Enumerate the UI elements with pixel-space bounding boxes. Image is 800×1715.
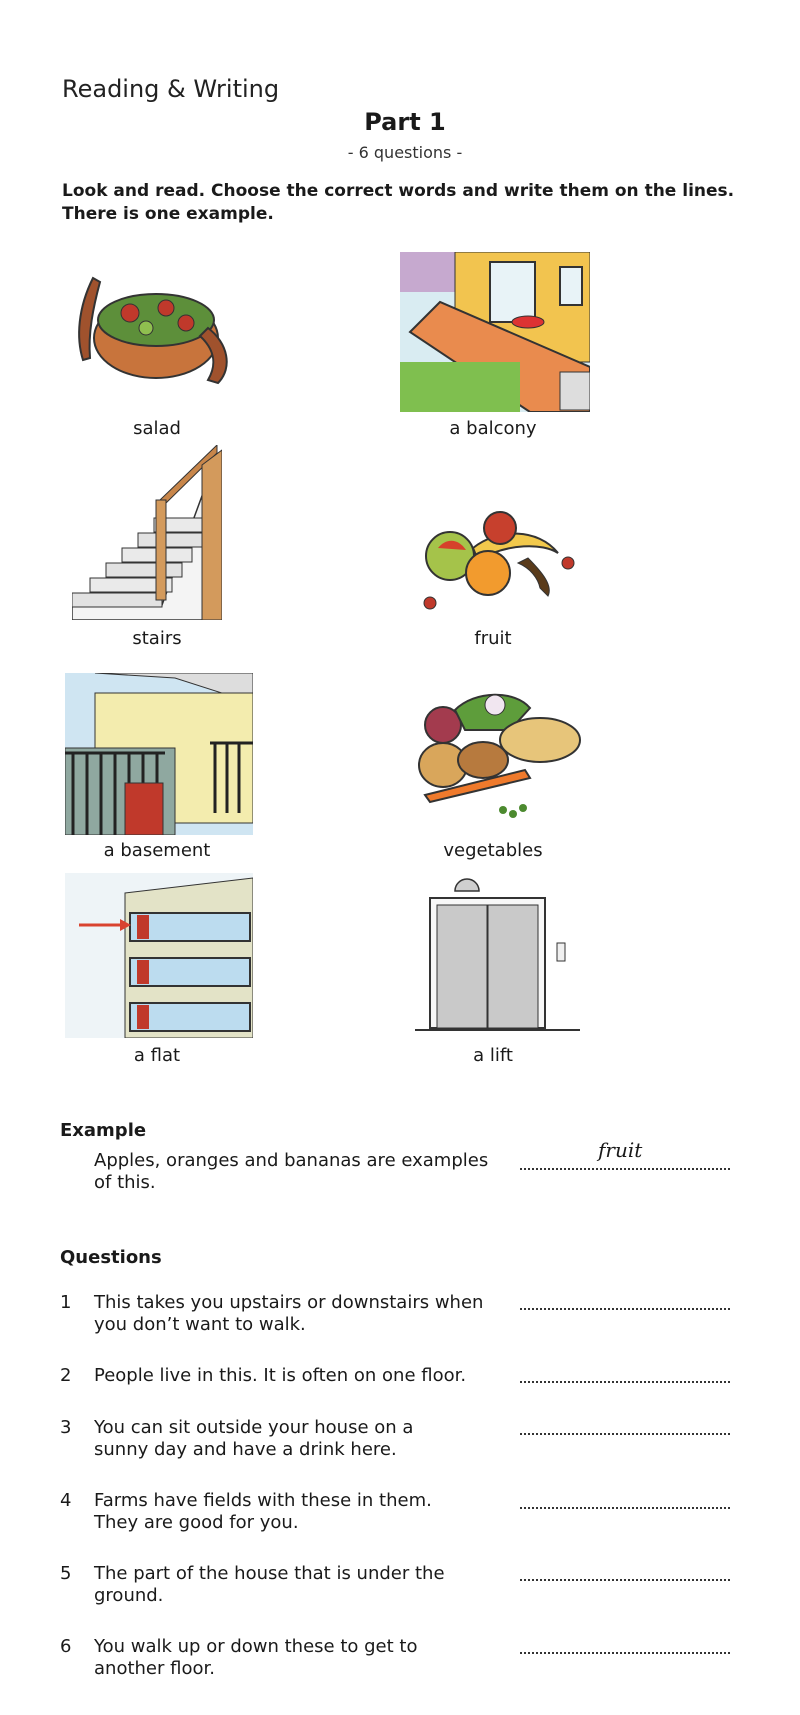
answer-line[interactable] xyxy=(520,1579,730,1581)
picture-label-basement: a basement xyxy=(103,840,211,861)
salad-bowl-icon xyxy=(68,268,243,393)
question-text: You can sit outside your house on a sunny day and have a drink here. xyxy=(94,1417,414,1460)
question-text: People live in this. It is often on one floor. xyxy=(94,1365,467,1386)
picture-label-balcony: a balcony xyxy=(449,418,537,439)
question-number: 3 xyxy=(60,1417,72,1438)
picture-label-flat: a flat xyxy=(133,1045,181,1066)
question-number: 6 xyxy=(60,1636,72,1657)
part-title: Part 1 xyxy=(364,108,446,136)
flat-icon xyxy=(65,873,253,1038)
answer-line[interactable] xyxy=(520,1381,730,1383)
question-number: 5 xyxy=(60,1563,72,1584)
questions-heading: Questions xyxy=(60,1247,162,1268)
lift-icon xyxy=(415,873,580,1033)
answer-line[interactable] xyxy=(520,1308,730,1310)
picture-label-stairs: stairs xyxy=(132,628,182,649)
question-number: 4 xyxy=(60,1490,72,1511)
picture-label-lift: a lift xyxy=(473,1045,513,1066)
basement-icon xyxy=(65,673,253,835)
question-text: This takes you upstairs or downstairs when you don’t want to walk. xyxy=(94,1292,484,1335)
fruit-icon xyxy=(418,508,583,613)
example-heading: Example xyxy=(60,1120,147,1141)
stairs-icon xyxy=(72,445,222,620)
instructions: Look and read. Choose the correct words and write them on the lines. There is one example. xyxy=(62,181,735,224)
question-number: 1 xyxy=(60,1292,72,1313)
questions-count: - 6 questions - xyxy=(347,143,463,162)
example-answer-line xyxy=(520,1168,730,1170)
example-text: Apples, oranges and bananas are examples of this. xyxy=(94,1150,489,1193)
answer-line[interactable] xyxy=(520,1652,730,1654)
question-text: Farms have fields with these in them. They are good for you. xyxy=(94,1490,432,1533)
vegetables-icon xyxy=(415,690,590,825)
picture-label-salad: salad xyxy=(133,418,181,439)
question-number: 2 xyxy=(60,1365,72,1386)
question-text: You walk up or down these to get to another floor. xyxy=(94,1636,418,1679)
question-text: The part of the house that is under the ground. xyxy=(94,1563,445,1606)
picture-label-fruit: fruit xyxy=(474,628,512,649)
example-answer: fruit xyxy=(598,1138,643,1162)
section-title: Reading & Writing xyxy=(62,75,280,103)
balcony-icon xyxy=(400,252,590,412)
answer-line[interactable] xyxy=(520,1433,730,1435)
picture-label-vegetables: vegetables xyxy=(443,840,543,861)
answer-line[interactable] xyxy=(520,1507,730,1509)
